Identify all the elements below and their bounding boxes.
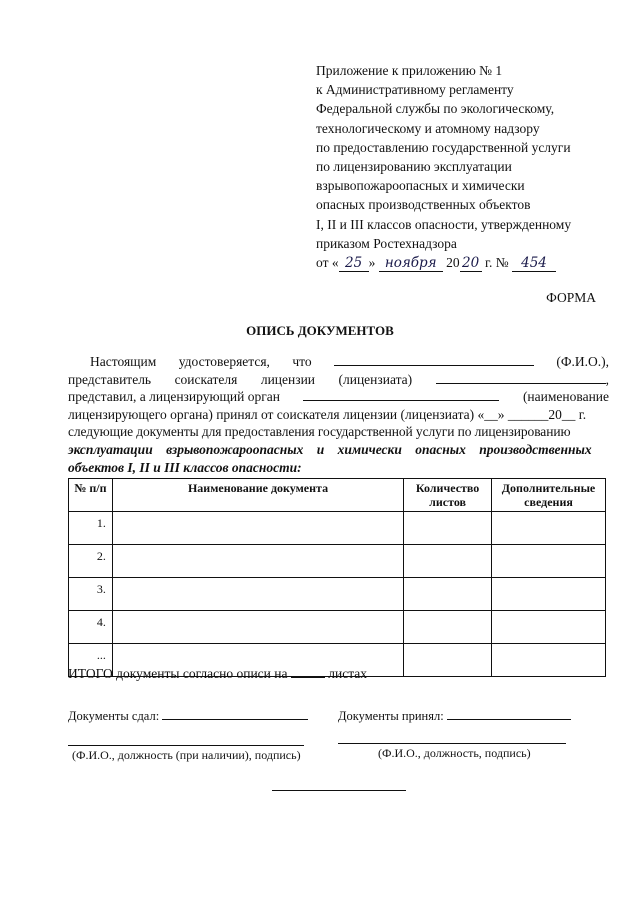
body-line-4 (68, 406, 609, 424)
body-word: , (605, 371, 609, 387)
appendix-line: Федеральной службы по экологическому, (316, 101, 555, 117)
cell-doc-name[interactable] (112, 545, 403, 578)
cell-sheets[interactable] (404, 644, 492, 677)
cell-doc-name[interactable] (112, 512, 403, 545)
total-line (68, 666, 367, 682)
table-row (69, 578, 606, 611)
body-word: лицензирующего органа) принял от соискателя лицензии (лицензиата) «__» ______20__ г. (68, 406, 587, 422)
handed-caption: (Ф.И.О., должность (при наличии), подпись) (72, 748, 301, 762)
body-word: (лицензиата) (338, 371, 413, 387)
table-row (69, 611, 606, 644)
row-number: 1. (69, 512, 113, 545)
body-word: представитель (68, 371, 152, 387)
cell-extra[interactable] (492, 545, 606, 578)
col-header-sheets: Количество листов (404, 479, 492, 512)
body-word: (наименование (522, 389, 610, 405)
appendix-header (316, 61, 616, 272)
fio-blank[interactable] (334, 354, 534, 366)
col-header-number: № п/п (69, 479, 113, 512)
appendix-line: I, II и III классов опасности, утвержденному (316, 216, 572, 232)
body-word: (Ф.И.О.), (556, 354, 610, 369)
body-word: представил, а лицензирующий орган (68, 389, 280, 405)
appendix-line: взрывопожароопасных и химически (316, 178, 525, 194)
table-row (69, 512, 606, 545)
body-line-7 (68, 459, 609, 477)
handwritten-year: 20 (460, 255, 482, 272)
closing-divider (272, 790, 406, 791)
number-label: № (495, 255, 509, 271)
body-line-3 (68, 388, 609, 406)
appendix-line: приказом Ростехнадзора (316, 235, 457, 251)
cell-extra[interactable] (492, 611, 606, 644)
handwritten-number: 454 (512, 255, 556, 272)
documents-table (68, 478, 606, 677)
appendix-line: по лицензированию эксплуатации (316, 159, 512, 175)
col-header-name: Наименование документа (112, 479, 403, 512)
handwritten-day: 25 (339, 255, 369, 272)
cell-sheets[interactable] (404, 545, 492, 578)
appendix-line: по предоставлению государственной услуги (316, 139, 571, 155)
applicant-blank[interactable] (436, 372, 606, 384)
body-line-5 (68, 423, 609, 441)
licensing-body-blank[interactable] (303, 389, 499, 401)
handed-over-block (68, 708, 308, 724)
body-paragraph (68, 353, 609, 476)
appendix-line: технологическому и атомному надзору (316, 120, 540, 136)
body-line-1 (68, 353, 609, 371)
col-header-extra: Дополнительные сведения (492, 479, 606, 512)
received-label: Документы принял: (338, 709, 444, 723)
body-line-2 (68, 371, 609, 389)
body-word: что (292, 354, 312, 369)
received-block (338, 708, 571, 724)
appendix-line: опасных производственных объектов (316, 197, 531, 213)
body-line-6 (68, 441, 609, 459)
body-word: Настоящим (90, 354, 157, 369)
cell-doc-name[interactable] (112, 578, 403, 611)
total-prefix: ИТОГО документы согласно описи на (68, 666, 288, 681)
table-header-row (69, 479, 606, 512)
cell-sheets[interactable] (404, 578, 492, 611)
handed-label: Документы сдал: (68, 709, 160, 723)
body-word: удостоверяется, (178, 354, 270, 369)
total-sheets-blank[interactable] (291, 666, 325, 678)
cell-extra[interactable] (492, 512, 606, 545)
appendix-line: к Административному регламенту (316, 82, 514, 98)
body-word: эксплуатации взрывопожароопасных и химически опасных производственных (68, 441, 592, 457)
row-number: ... (69, 644, 113, 677)
handed-blank[interactable] (162, 708, 308, 720)
table-row (69, 545, 606, 578)
handwritten-month: ноября (379, 255, 443, 272)
cell-doc-name[interactable] (112, 611, 403, 644)
cell-extra[interactable] (492, 644, 606, 677)
cell-sheets[interactable] (404, 512, 492, 545)
body-word: следующие документы для предоставления государственной услуги по лицензированию (68, 424, 571, 440)
body-word: объектов I, II и III классов опасности: (68, 459, 302, 475)
appendix-line: Приложение к приложению № 1 (316, 63, 503, 78)
order-date-line (316, 253, 616, 272)
body-word: соискателя (174, 371, 238, 387)
received-blank[interactable] (447, 708, 571, 720)
form-label: ФОРМА (546, 290, 596, 305)
body-word: лицензии (260, 371, 316, 387)
row-number: 2. (69, 545, 113, 578)
row-number: 4. (69, 611, 113, 644)
year-label: г. (484, 255, 493, 271)
cell-sheets[interactable] (404, 611, 492, 644)
received-signature-line[interactable] (338, 743, 566, 744)
received-caption: (Ф.И.О., должность, подпись) (378, 746, 531, 760)
row-number: 3. (69, 578, 113, 611)
date-prefix: от « (316, 255, 339, 271)
date-sep: » (368, 255, 376, 271)
year-prefix: 20 (446, 255, 460, 271)
handed-signature-line[interactable] (68, 745, 304, 746)
document-title: ОПИСЬ ДОКУМЕНТОВ (246, 323, 394, 338)
cell-extra[interactable] (492, 578, 606, 611)
total-suffix: листах (328, 666, 368, 681)
